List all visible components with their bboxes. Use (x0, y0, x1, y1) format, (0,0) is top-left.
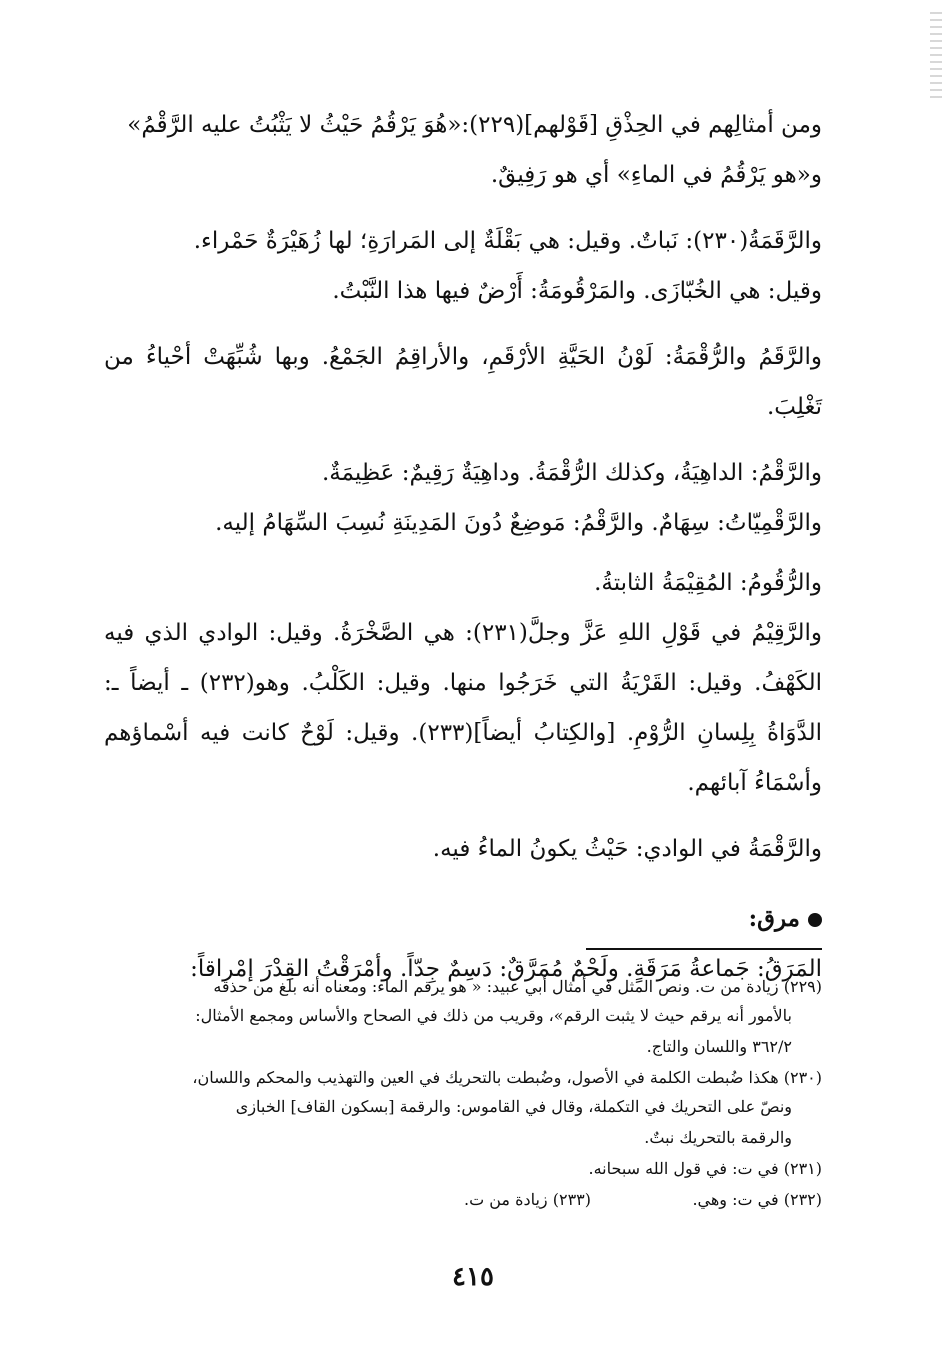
footnote-233: (٢٣٣) زيادة من ت. (464, 1190, 591, 1209)
footnote-230 (104, 1063, 822, 1152)
footnote-229 (104, 972, 822, 1061)
footnotes (104, 972, 822, 1216)
text-line: وقيل: هي الخُبّازَى. والمَرْقُومَةُ: أَرْضٌ فيها هذا النَّبْتُ. (332, 278, 822, 304)
paragraph-ruqum: والرُّقُومُ: المُقِيْمَةُ الثابتةُ. (594, 570, 822, 596)
text-line: والرَّقْمِيّاتُ: سِهَامٌ. والرَّقْمُ: مَوضِعٌ دُونَ المَدِينَةِ نُسِبَ السِّهَامُ إليه. (215, 510, 822, 536)
footnote-line: ٣٦٢/٢ واللسان والتاج. (646, 1037, 792, 1056)
paragraph-maraq: المَرَقُ: جَماعةُ مَرَقَةٍ. ولَحْمٌ مُمَرَّقٌ: دَسِمٌ جِدّاً. وأمْرَقْتُ القِدْرَ إمْراقاً: (190, 956, 822, 982)
text-line: والرَّقَمَةُ(٢٣٠): نَباتٌ. وقيل: هي بَقْلَةٌ إلى المَرارَةِ؛ لها زُهَيْرَةٌ حَمْراء. (193, 228, 822, 254)
page-number: ٤١٥ (452, 1262, 494, 1292)
footnote-line: (٢٣٠) هكذا ضُبطت الكلمة في الأصول، وضُبطت بالتحريك في العين والتهذيب والمحكم واللسان، (192, 1068, 822, 1087)
footnote-231: (٢٣١) في ت: في قول الله سبحانه. (588, 1159, 822, 1178)
footnote-line: والرقمة بالتحريك نبتٌ. (644, 1128, 792, 1147)
paragraph-raqm-calamity (104, 448, 822, 548)
footnote-divider (586, 948, 822, 950)
footnote-line: (٢٢٩) زيادة من ت. ونص المثل في أمثال أبي عبيد: « هو يرقم الماء: ومعناه أنه بلغ من حذقه (213, 977, 822, 996)
entry-heading (104, 894, 822, 944)
paragraph-raqmah-valley: والرَّقْمَةُ في الوادي: حَيْثُ يكونُ الماءُ فيه. (432, 836, 822, 862)
text-line: و«هو يَرْقُمُ في الماءِ» أي هو رَفِيقٌ. (490, 162, 822, 188)
scan-edge-marks (930, 12, 942, 102)
paragraph-raqamah-plant (104, 216, 822, 316)
paragraph-proverb (104, 100, 822, 200)
text-line: ومن أمثالِهم في الحِذْقِ [قَوْلهم](٢٢٩):«هُوَ يَرْقُمُ حَيْثُ لا يَثْبُتُ عليه الرَّقْمُ» (127, 112, 822, 138)
entry-heading-text: مرق: (748, 905, 800, 932)
text-line: والرَّقْمُ: الداهِيَةُ، وكذلك الرُّقْمَةُ. وداهِيَةٌ رَقِيمٌ: عَظِيمَةٌ. (321, 460, 822, 486)
footnote-line: بالأمور أنه يرقم حيث لا يثبت الرقم»، وقريب من ذلك في الصحاح والأساس ومجمع الأمثال: (195, 1006, 792, 1025)
main-text (104, 100, 822, 994)
footnote-line: ونصّ على التحريك في التكملة، وقال في القاموس: والرقمة [بسكون القاف] الخبازى (235, 1097, 792, 1116)
paragraph-raqim: والرَّقِيْمُ في قَوْلِ اللهِ عَزَّ وجلَّ(٢٣١): هي الصَّخْرَةُ. وقيل: الوادي الذي فيه الكَهْفُ. وقيل: القَرْيَةُ التي خَرَجُوا منها. وقيل: الكَلْبُ. وهو(٢٣٢) ـ أيضاً ـ: الدَّوَاةُ بِلِسانِ الرُّوْمِ. [والكِتابُ أيضاً](٢٣٣). وقيل: لَوْحٌ كانت فيه أسْماؤهم وأسْمَاءُ آبائهم. (104, 620, 822, 796)
footnote-232: (٢٣٢) في ت: وهي. (692, 1190, 822, 1209)
paragraph-raqam-colour: والرَّقَمُ والرُّقْمَةُ: لَوْنُ الحَيَّةِ الأرْقَمِ، والأراقِمُ الجَمْعُ. وبها شُبِّهَتْ أحْياءُ من تَغْلِبَ. (104, 344, 822, 420)
bullet-icon (808, 913, 822, 927)
footnote-row (104, 1185, 822, 1216)
